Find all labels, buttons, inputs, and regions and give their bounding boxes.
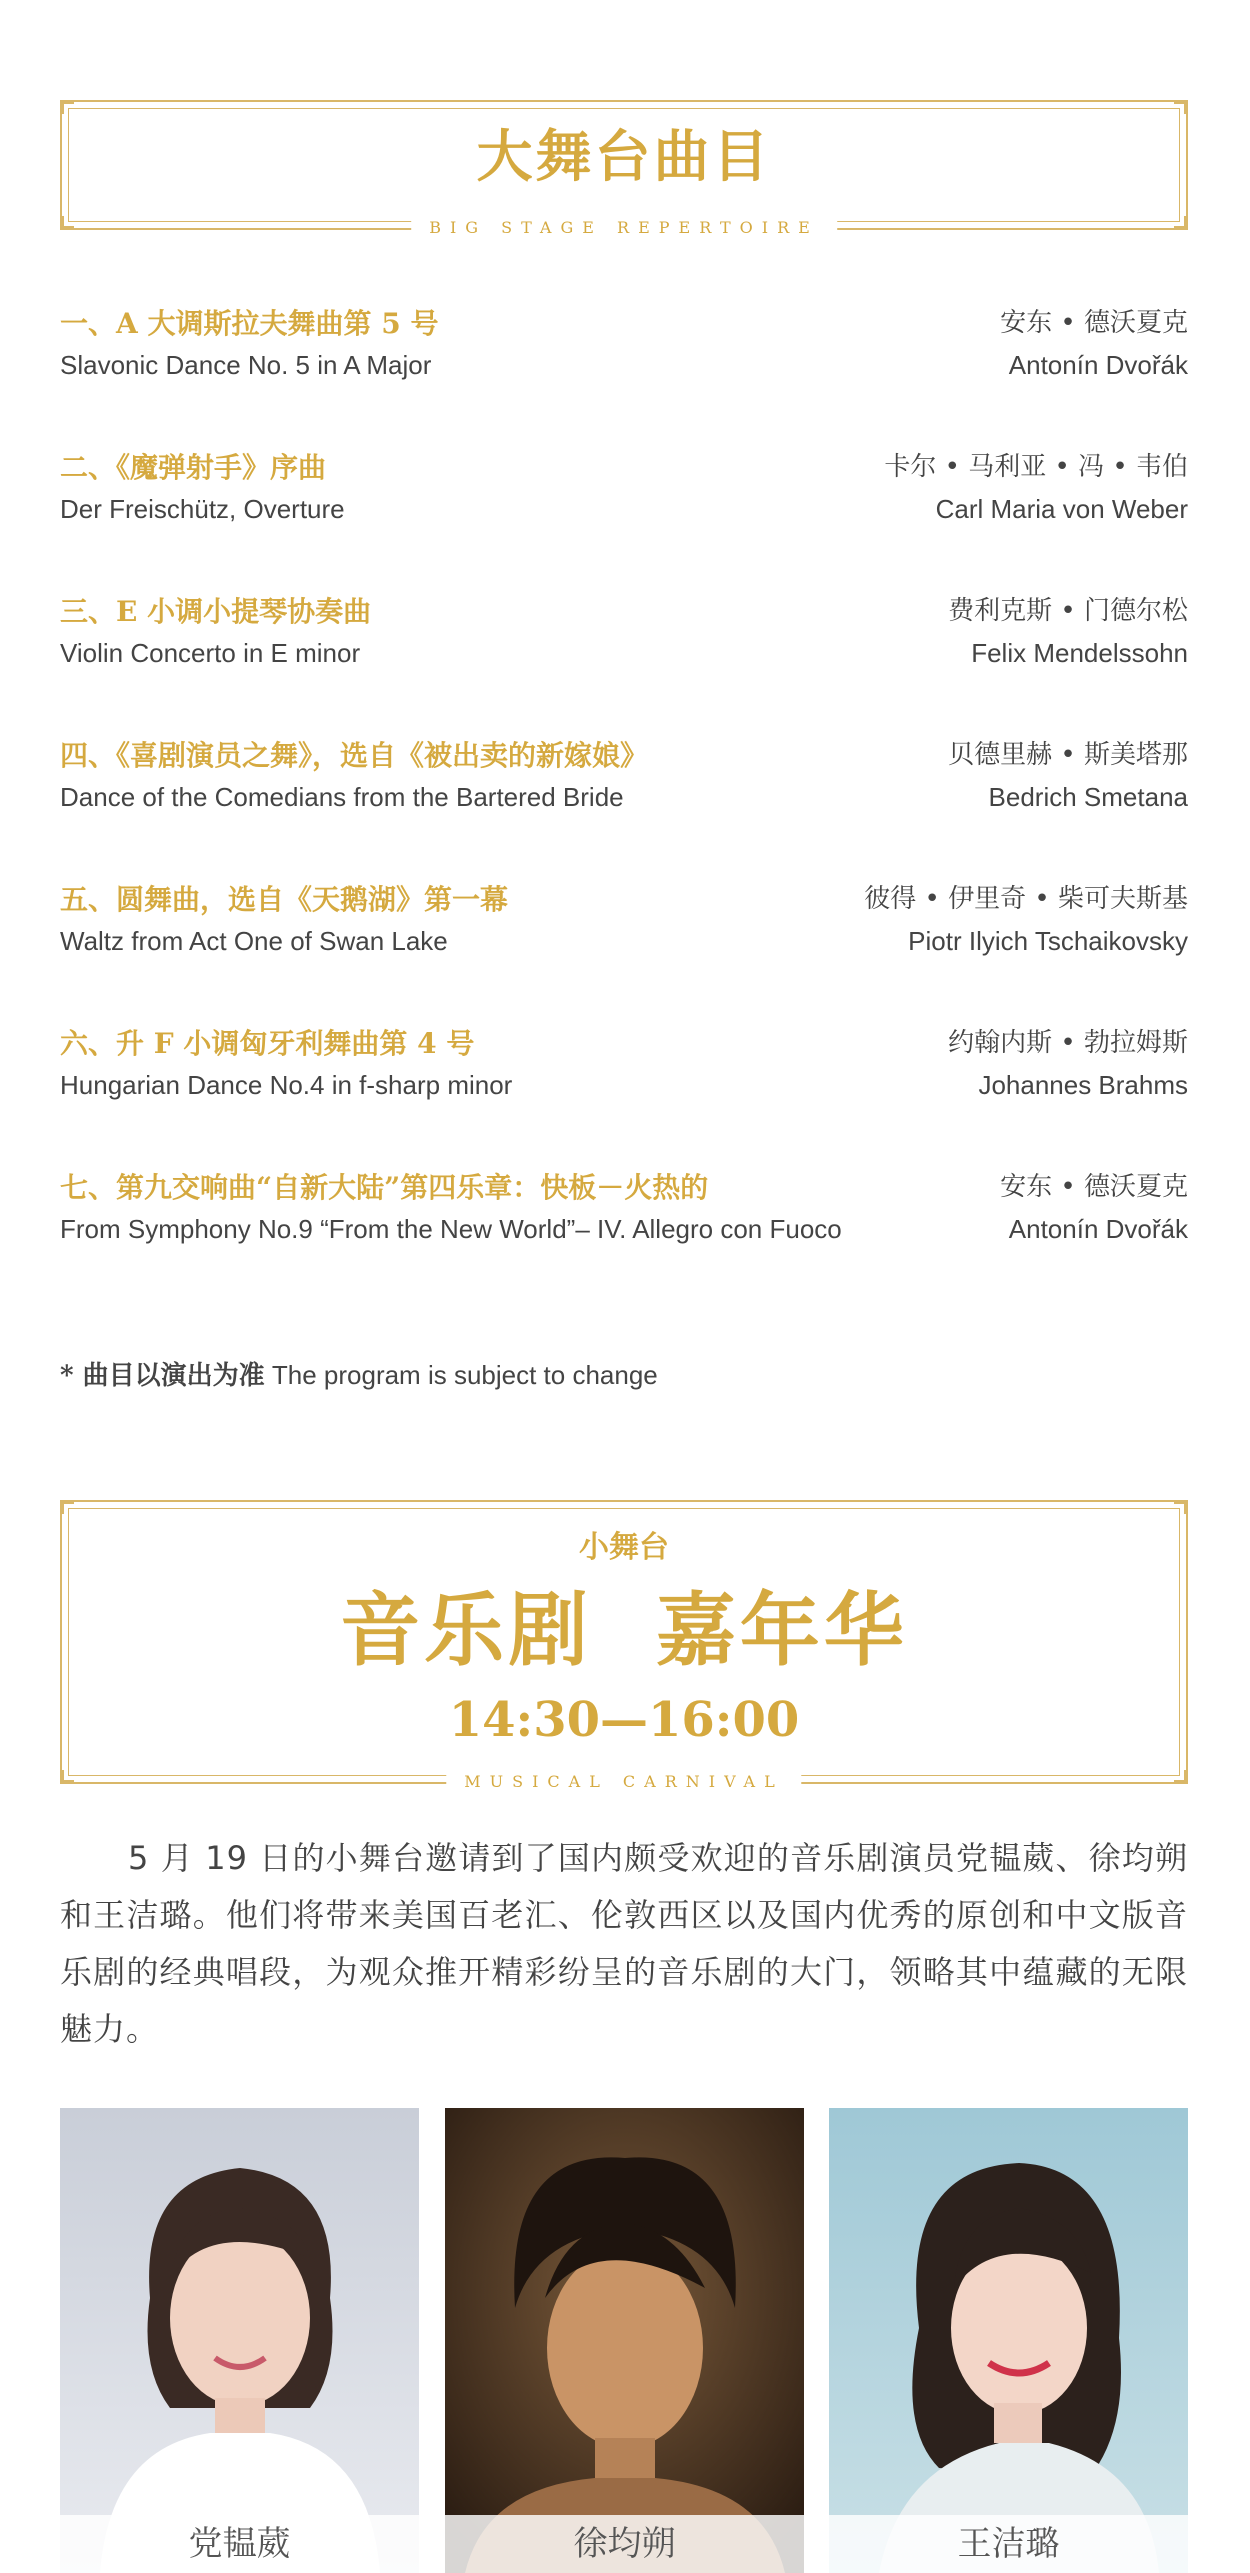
big-stage-header [60, 100, 1188, 237]
composer-cn: 贝德里赫 • 斯美塔那 [948, 740, 1188, 770]
piece-title-en: Slavonic Dance No. 5 in A Major [60, 350, 432, 380]
program-item [60, 1166, 1188, 1256]
performer-name: 徐均朔 [445, 2515, 804, 2573]
composer-en: Felix Mendelssohn [971, 638, 1188, 668]
small-stage-subtitle: MUSICAL CARNIVAL [446, 1772, 801, 1792]
composer-cn: 彼得 • 伊里奇 • 柴可夫斯基 [864, 884, 1188, 914]
program-item [60, 734, 1188, 824]
program-note [60, 1355, 658, 1392]
small-stage-title: 音乐剧 嘉年华 [340, 1583, 908, 1677]
performer-card [829, 2108, 1188, 2573]
frame-corner [60, 1500, 74, 1514]
piece-title-en: Der Freischütz, Overture [60, 494, 345, 524]
program-item [60, 446, 1188, 536]
piece-title-cn: 五、圆舞曲，选自《天鹅湖》第一幕 [60, 883, 509, 916]
small-stage-header [60, 1500, 1188, 1791]
piece-title-cn: 一、A 大调斯拉夫舞曲第 5 号 [60, 307, 439, 340]
frame-corner [1174, 1500, 1188, 1514]
note-prefix: * 曲目以演出为准 [60, 1361, 265, 1391]
performer-photo [445, 2108, 804, 2573]
program-item [60, 302, 1188, 392]
composer-en: Antonín Dvořák [1008, 1214, 1188, 1244]
performer-card [445, 2108, 804, 2573]
piece-title-en: Hungarian Dance No.4 in f-sharp minor [60, 1070, 513, 1100]
frame-corner [1174, 100, 1188, 114]
composer-cn: 安东 • 德沃夏克 [1000, 308, 1188, 338]
piece-title-en: Violin Concerto in E minor [60, 638, 361, 668]
small-stage-label: 小舞台 [579, 1530, 669, 1565]
piece-title-cn: 三、E 小调小提琴协奏曲 [60, 595, 372, 628]
performer-name: 王洁璐 [829, 2515, 1188, 2573]
piece-title-cn: 七、第九交响曲“自新大陆”第四乐章：快板－火热的 [60, 1171, 709, 1204]
piece-title-en: Waltz from Act One of Swan Lake [60, 926, 448, 956]
frame-corner [1174, 216, 1188, 230]
big-stage-subtitle: BIG STAGE REPERTOIRE [411, 218, 837, 238]
program-item [60, 878, 1188, 968]
composer-en: Carl Maria von Weber [935, 494, 1188, 524]
piece-title-cn: 二、《魔弹射手》序曲 [60, 451, 327, 484]
frame-corner [1174, 1770, 1188, 1784]
performer-photo [60, 2108, 419, 2573]
small-stage-time: 14:30—16:00 [448, 1692, 800, 1748]
big-stage-title: 大舞台曲目 [476, 124, 772, 190]
small-stage-intro: 5 月 19 日的小舞台邀请到了国内颇受欢迎的音乐剧演员党韫葳、徐均朔和王洁璐。他们将带来美国百老汇、伦敦西区以及国内优秀的原创和中文版音乐剧的经典唱段，为观众推开精彩纷呈的音乐剧的大门，领略其中蕴藏的无限魅力。 [60, 1839, 1188, 2048]
frame-corner [60, 1770, 74, 1784]
frame-corner [60, 100, 74, 114]
piece-title-cn: 四、《喜剧演员之舞》，选自《被出卖的新嫁娘》 [60, 739, 649, 772]
composer-cn: 费利克斯 • 门德尔松 [948, 596, 1188, 626]
composer-en: Antonín Dvořák [1008, 350, 1188, 380]
performer-photo [829, 2108, 1188, 2573]
piece-title-cn: 六、升 F 小调匈牙利舞曲第 4 号 [60, 1027, 475, 1060]
program-item [60, 1022, 1188, 1112]
composer-cn: 约翰内斯 • 勃拉姆斯 [948, 1028, 1188, 1058]
composer-cn: 卡尔 • 马利亚 • 冯 • 韦伯 [884, 452, 1188, 482]
performer-name: 党韫葳 [60, 2515, 419, 2573]
composer-en: Bedrich Smetana [988, 782, 1188, 812]
composer-en: Piotr Ilyich Tschaikovsky [908, 926, 1188, 956]
note-text: The program is subject to change [264, 1360, 658, 1390]
frame-corner [60, 216, 74, 230]
piece-title-en: From Symphony No.9 “From the New World”– IV. Allegro con Fuoco [60, 1214, 842, 1244]
piece-title-en: Dance of the Comedians from the Bartered Bride [60, 782, 624, 812]
program-item [60, 590, 1188, 680]
composer-en: Johannes Brahms [978, 1070, 1188, 1100]
composer-cn: 安东 • 德沃夏克 [1000, 1172, 1188, 1202]
performer-card [60, 2108, 419, 2573]
